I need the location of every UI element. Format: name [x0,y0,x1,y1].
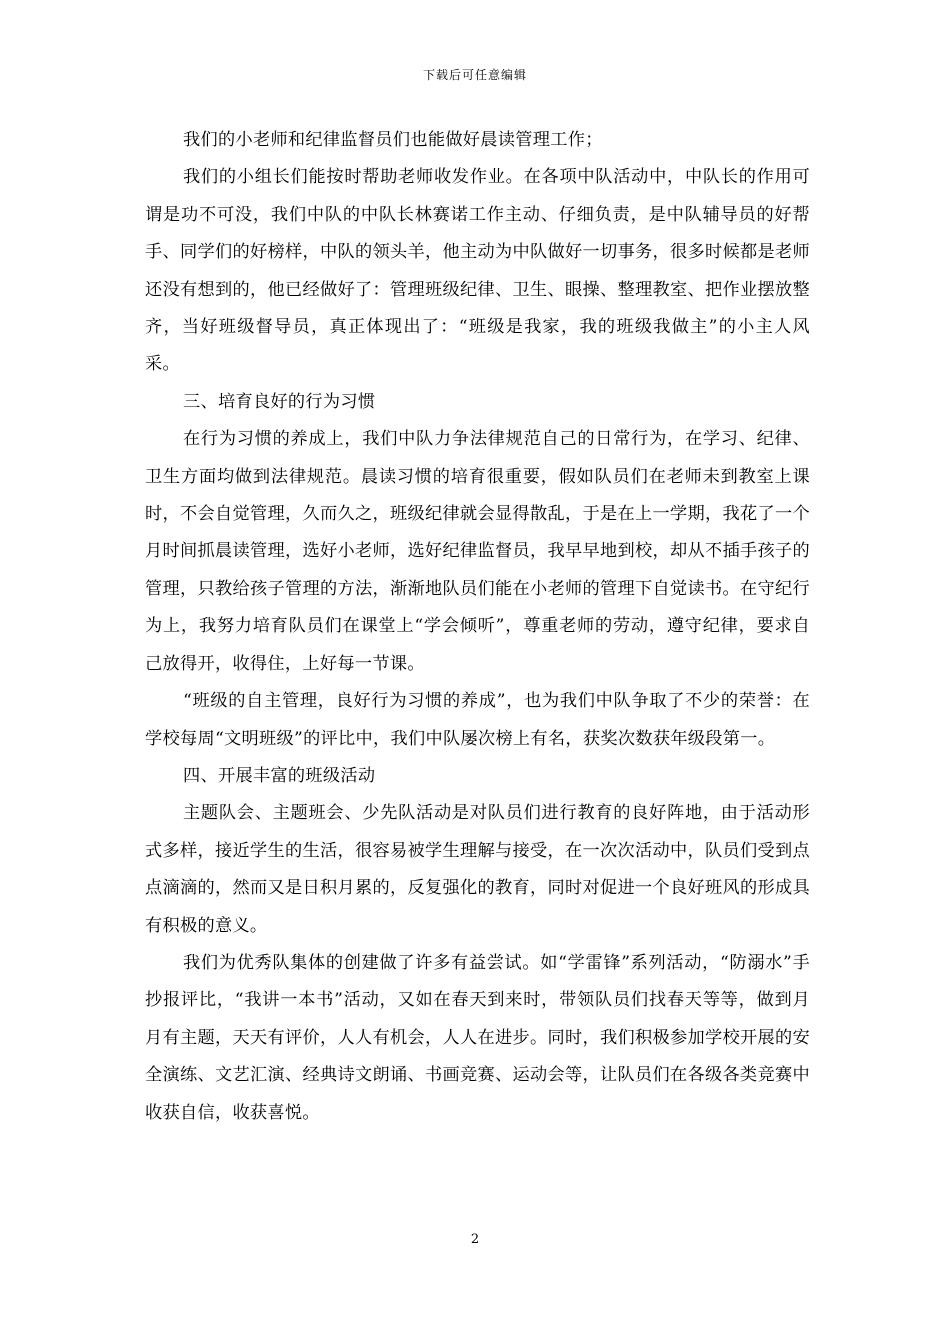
paragraph: 我们为优秀队集体的创建做了许多有益尝试。如“学雷锋”系列活动，“防溺水”手抄报评比，“我讲一本书”活动，又如在春天到来时，带领队员们找春天等等，做到月月有主题，天天有评价，人人有机会，人人在进步。同时，我们积极参加学校开展的安全演练、文艺汇演、经典诗文朗诵、书画竞赛、运动会等，让队员们在各级各类竞赛中收获自信，收获喜悦。 [145,952,810,1123]
paragraph: 在行为习惯的养成上，我们中队力争法律规范自己的日常行为，在学习、纪律、卫生方面均做到法律规范。晨读习惯的培育很重要，假如队员们在老师未到教室上课时，不会自觉管理，久而久之，班级纪律就会显得散乱，于是在上一学期，我花了一个月时间抓晨读管理，选好小老师，选好纪律监督员，我早早地到校，却从不插手孩子的管理，只教给孩子管理的方法，渐渐地队员们能在小老师的管理下自觉读书。在守纪行为上，我努力培育队员们在课堂上“学会倾听”，尊重老师的劳动，遵守纪律，要求自己放得开，收得住，上好每一节课。 [145,429,810,674]
paragraph: 主题队会、主题班会、少先队活动是对队员们进行教育的良好阵地，由于活动形式多样，接近学生的生活，很容易被学生理解与接受，在一次次活动中，队员们受到点点滴滴的，然而又是日积月累的，反复强化的教育，同时对促进一个良好班风的形成具有积极的意义。 [145,803,810,936]
paragraph: 我们的小老师和纪律监督员们也能做好晨读管理工作； [183,130,603,150]
document-body [145,122,810,1132]
section-heading: 三、培育良好的行为习惯 [183,391,376,412]
paragraph: “班级的自主管理，良好行为习惯的养成”，也为我们中队争取了不少的荣誉：在学校每周“文明班级”的评比中，我们中队屡次榜上有名，获奖次数获年级段第一。 [145,691,810,749]
page-number: 2 [470,1232,480,1247]
section-heading: 四、开展丰富的班级活动 [183,765,376,786]
paragraph: 我们的小组长们能按时帮助老师收发作业。在各项中队活动中，中队长的作用可谓是功不可没，我们中队的中队长林赛诺工作主动、仔细负责，是中队辅导员的好帮手、同学们的好榜样，中队的领头羊，他主动为中队做好一切事务，很多时候都是老师还没有想到的，他已经做好了：管理班级纪律、卫生、眼操、整理教室、把作业摆放整齐，当好班级督导员，真正体现出了：“班级是我家，我的班级我做主”的小主人风采。 [145,167,810,375]
page-header: 下载后可任意编辑 [422,68,527,82]
